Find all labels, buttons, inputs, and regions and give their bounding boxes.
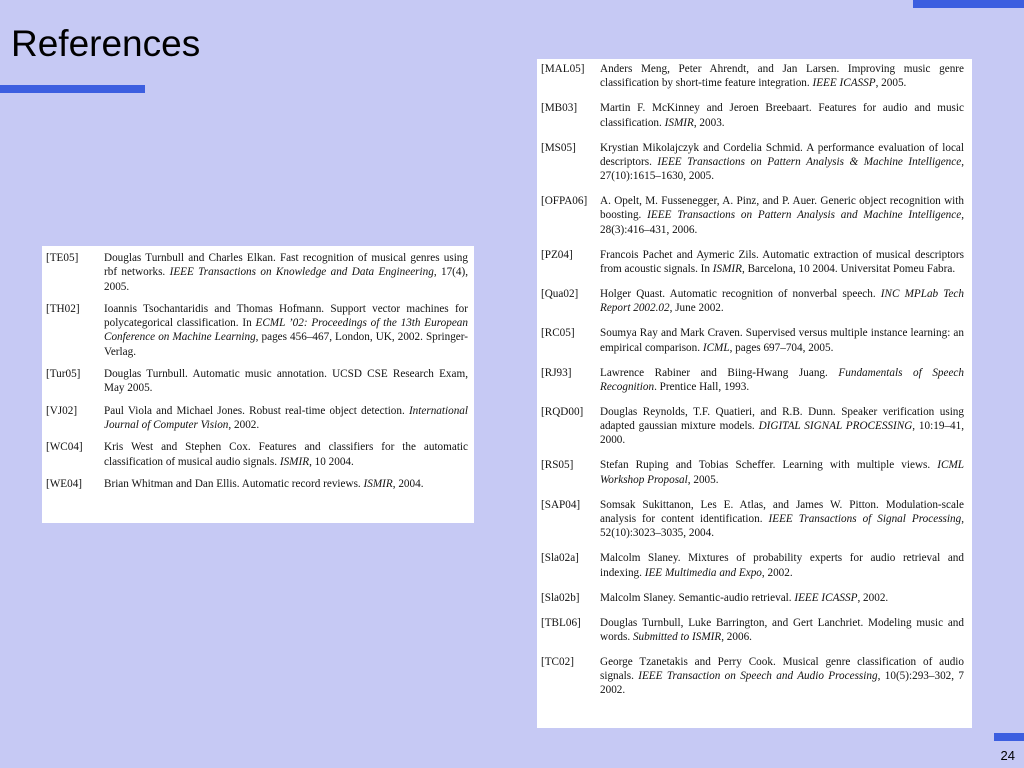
- reference-text-part: Stefan Ruping and Tobias Scheffer. Learning with multiple views.: [600, 459, 938, 472]
- reference-text-part: A. Opelt, M. Fussenegger, A. Pinz, and P. Auer. Generic object recognition with boosting.: [600, 195, 964, 222]
- reference-venue: Submitted to ISMIR: [632, 630, 722, 643]
- reference-entry: [541, 655, 964, 698]
- reference-venue: ICML Workshop Proposal: [600, 459, 964, 486]
- reference-entry: [46, 302, 468, 359]
- reference-text-part: , 10(5):293–302, 7 2002.: [600, 670, 965, 697]
- reference-venue: ECML ’02: Proceedings of the 13th European Conference on Machine Learning: [104, 317, 468, 344]
- reference-text-part: , June 2002.: [669, 302, 724, 315]
- reference-text: [600, 366, 964, 395]
- reference-venue: IEEE Transactions of Signal Processing: [768, 513, 962, 525]
- reference-text-part: , 52(10):3023–3035, 2004.: [600, 513, 964, 540]
- reference-entry: [541, 458, 964, 487]
- reference-key: [TC02]: [541, 655, 574, 668]
- reference-text-part: Douglas Reynolds, T.F. Quatieri, and R.B. Dunn. Speaker verification using adapted gaussian mixture models.: [600, 405, 964, 433]
- reference-entry: [46, 477, 468, 491]
- reference-entry: [541, 405, 964, 448]
- reference-text-part: George Tzanetakis and Perry Cook. Musical genre classification of audio signals.: [600, 655, 964, 683]
- reference-venue: ICML: [702, 341, 730, 354]
- reference-text-part: . Prentice Hall, 1993.: [654, 380, 750, 393]
- reference-key: [Sla02b]: [541, 591, 580, 604]
- reference-text: [600, 141, 964, 184]
- reference-key: [TH02]: [46, 302, 80, 315]
- reference-text-part: Malcolm Slaney. Semantic-audio retrieval.: [600, 591, 795, 604]
- reference-text: [600, 591, 964, 605]
- reference-key: [RQD00]: [541, 405, 584, 418]
- reference-text: [104, 477, 468, 491]
- reference-key: [RS05]: [541, 459, 574, 472]
- reference-entry: [46, 367, 468, 396]
- reference-key: [MS05]: [541, 141, 576, 154]
- reference-venue: IEEE Transactions on Pattern Analysis and Machine Intelligence: [647, 209, 962, 222]
- reference-entry: [46, 404, 468, 433]
- reference-entry: [541, 101, 964, 130]
- reference-text-part: , 28(3):416–431, 2006.: [600, 209, 964, 236]
- reference-text: [600, 194, 964, 237]
- reference-text-part: Douglas Turnbull and Charles Elkan. Fast recognition of musical genres using rbf networks.: [104, 252, 468, 279]
- reference-entry: [541, 616, 964, 645]
- page-number: 24: [1000, 748, 1015, 763]
- reference-text-part: , pages 697–704, 2005.: [729, 341, 834, 354]
- reference-entry: [541, 287, 964, 316]
- reference-text-part: , 2004.: [392, 477, 424, 490]
- reference-text-part: Brian Whitman and Dan Ellis. Automatic record reviews.: [104, 477, 364, 490]
- reference-text-part: , Barcelona, 10 2004. Universitat Pomeu Fabra.: [742, 263, 956, 276]
- reference-text-part: Somsak Sukittanon, Les E. Atlas, and James W. Pitton. Modulation-scale analysis for content identification.: [600, 498, 964, 525]
- reference-entry: [541, 62, 964, 91]
- reference-venue: IEEE Transactions on Pattern Analysis & Machine Intelligence: [657, 155, 962, 168]
- reference-text: [600, 616, 964, 645]
- reference-key: [TE05]: [46, 252, 79, 264]
- reference-venue: Fundamentals of Speech Recognition: [600, 366, 964, 393]
- reference-text-part: Martin F. McKinney and Jeroen Breebaart. Features for audio and music classification.: [600, 102, 964, 129]
- reference-text: [600, 458, 964, 487]
- reference-text: [104, 251, 468, 294]
- reference-text: [600, 101, 964, 130]
- reference-text-part: , pages 456–467, London, UK, 2002. Springer-Verlag.: [104, 331, 468, 358]
- reference-text-part: Francois Pachet and Aymeric Zils. Automatic extraction of musical descriptors from acoustic signals. In: [600, 248, 964, 276]
- reference-entry: [46, 251, 468, 294]
- reference-text-part: Anders Meng, Peter Ahrendt, and Jan Larsen. Improving music genre classification by short-time feature integration.: [600, 63, 964, 90]
- reference-text: [104, 367, 468, 396]
- reference-text-part: , 2005.: [875, 77, 907, 90]
- reference-key: [OFPA06]: [541, 195, 588, 208]
- reference-entry: [541, 326, 964, 355]
- reference-text-part: , 10 2004.: [309, 455, 354, 468]
- reference-entry: [46, 440, 468, 469]
- reference-key: [SAP04]: [541, 498, 581, 511]
- reference-text-part: Soumya Ray and Mark Craven. Supervised versus multiple instance learning: an empirical comparison.: [600, 327, 964, 354]
- reference-text-part: , 2002.: [228, 418, 260, 431]
- reference-key: [Sla02a]: [541, 552, 579, 565]
- reference-text-part: , 10:19–41, 2000.: [600, 420, 964, 447]
- reference-key: [VJ02]: [46, 404, 78, 417]
- reference-venue: ISMIR: [363, 477, 393, 490]
- reference-venue: IEEE ICASSP: [812, 77, 876, 90]
- reference-text-part: Krystian Mikolajczyk and Cordelia Schmid. A performance evaluation of local descriptors.: [600, 141, 964, 168]
- reference-text-part: Kris West and Stephen Cox. Features and classifiers for the automatic classification of musical audio signals.: [104, 441, 468, 468]
- reference-venue: ISMIR: [279, 455, 310, 468]
- references-panel-right: [537, 59, 972, 728]
- reference-venue: IEEE Transaction on Speech and Audio Processing: [638, 670, 878, 683]
- reference-text: [104, 302, 468, 359]
- title-underline-bar: [0, 85, 145, 93]
- reference-entry: [541, 366, 964, 395]
- reference-venue: IEEE ICASSP: [794, 591, 858, 604]
- reference-text: [600, 405, 964, 448]
- reference-venue: ISMIR: [664, 116, 694, 129]
- reference-key: [WC04]: [46, 441, 83, 454]
- reference-text-part: , 27(10):1615–1630, 2005.: [600, 155, 964, 183]
- reference-entry: [541, 141, 964, 184]
- reference-text-part: Ioannis Tsochantaridis and Thomas Hofmann. Support vector machines for polycategorical classification. In: [104, 302, 468, 330]
- reference-entry: [541, 591, 964, 605]
- reference-venue: IEEE Transactions on Knowledge and Data Engineering: [169, 266, 434, 279]
- reference-text: [600, 326, 964, 355]
- reference-text-part: Holger Quast. Automatic recognition of nonverbal speech.: [600, 288, 881, 300]
- reference-key: [MB03]: [541, 102, 578, 115]
- reference-text: [600, 498, 964, 541]
- reference-text: [600, 62, 964, 91]
- reference-text-part: , 2006.: [721, 630, 752, 643]
- reference-text-part: Paul Viola and Michael Jones. Robust real-time object detection.: [104, 404, 409, 417]
- slide-title: References: [11, 23, 201, 64]
- reference-text-part: Malcolm Slaney. Mixtures of probability experts for audio retrieval and indexing.: [600, 552, 964, 579]
- reference-key: [WE04]: [46, 477, 83, 490]
- reference-venue: IEE Multimedia and Expo: [644, 566, 762, 579]
- reference-text: [600, 655, 964, 698]
- reference-venue: DIGITAL SIGNAL PROCESSING: [758, 420, 913, 433]
- reference-text-part: Douglas Turnbull. Automatic music annotation. UCSD CSE Research Exam, May 2005.: [104, 368, 468, 395]
- reference-entry: [541, 194, 964, 237]
- reference-text: [104, 440, 468, 469]
- reference-text-part: , 2003.: [693, 116, 725, 129]
- reference-key: [PZ04]: [541, 248, 573, 261]
- reference-text-part: Douglas Turnbull, Luke Barrington, and Gert Lanchriet. Modeling music and words.: [600, 616, 964, 643]
- reference-venue: INC MPLab Tech Report 2002.02: [600, 288, 964, 315]
- reference-venue: ISMIR: [712, 263, 742, 276]
- reference-text-part: Lawrence Rabiner and Biing-Hwang Juang.: [600, 366, 839, 379]
- reference-text-part: , 2002.: [761, 566, 793, 579]
- reference-key: [RC05]: [541, 327, 575, 340]
- reference-entry: [541, 498, 964, 541]
- reference-text: [600, 287, 964, 316]
- reference-text: [104, 404, 468, 433]
- reference-key: [Tur05]: [46, 368, 81, 381]
- reference-entry: [541, 551, 964, 580]
- reference-text: [600, 248, 964, 277]
- reference-text-part: , 17(4), 2005.: [104, 266, 469, 293]
- reference-venue: International Journal of Computer Vision: [104, 404, 468, 431]
- reference-text-part: , 2005.: [687, 473, 719, 486]
- reference-key: [RJ93]: [541, 366, 572, 379]
- top-accent-bar: [913, 0, 1024, 8]
- reference-entry: [541, 248, 964, 277]
- reference-key: [Qua02]: [541, 288, 579, 300]
- bottom-accent-bar: [994, 733, 1024, 741]
- reference-key: [MAL05]: [541, 63, 585, 75]
- references-panel-left: [42, 246, 474, 523]
- reference-text-part: , 2002.: [857, 591, 889, 604]
- reference-text: [600, 551, 964, 580]
- reference-key: [TBL06]: [541, 616, 581, 629]
